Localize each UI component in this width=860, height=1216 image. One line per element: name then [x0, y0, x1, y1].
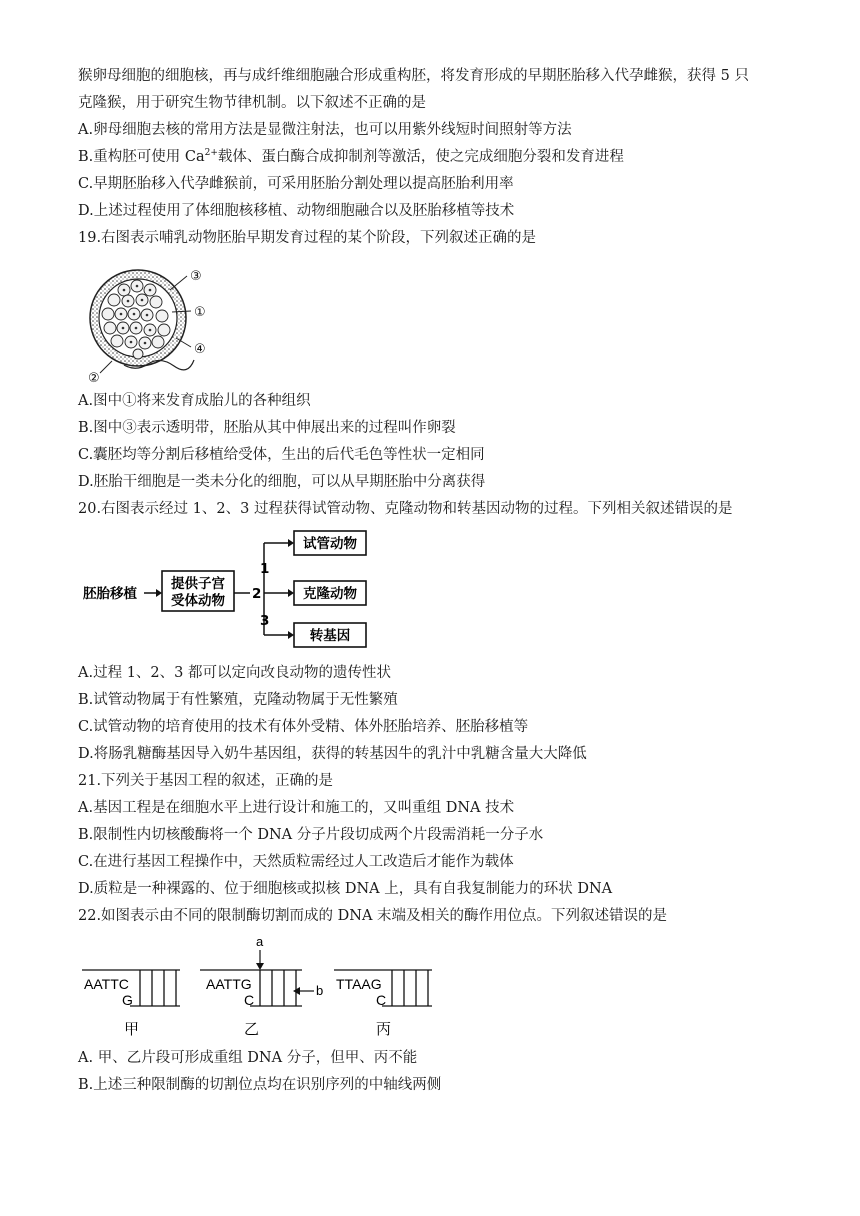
flow-num-2: 2 [252, 586, 262, 602]
fragment-yi-top: AATTG [206, 976, 252, 992]
blastocyst-figure [84, 260, 224, 390]
fragment-bing-bottom: C [376, 992, 387, 1008]
label-a: a [256, 936, 264, 949]
q20-option-d: D.将肠乳糖酶基因导入奶牛基因组，获得的转基因牛的乳汁中乳糖含量大大降低 [78, 746, 587, 762]
q20-option-c: C.试管动物的培育使用的技术有体外受精、体外胚胎培养、胚胎移植等 [78, 719, 529, 735]
q19-stem: 19.右图表示哺乳动物胚胎早期发育过程的某个阶段，下列叙述正确的是 [78, 230, 537, 246]
q19-option-a: A.图中①将来发育成胎儿的各种组织 [78, 393, 311, 409]
fig-label-2: ② [88, 371, 100, 386]
q21-option-d: D.质粒是一种裸露的、位于细胞核或拟核 DNA 上，具有自我复制能力的环状 DNA [78, 881, 613, 897]
fig-label-4: ④ [194, 342, 206, 357]
flow-diagram [78, 527, 388, 652]
fragment-jia-bottom: G [122, 992, 133, 1008]
flow-middle-line2: 受体动物 [171, 593, 225, 609]
q18-option-a: A.卵母细胞去核的常用方法是显微注射法，也可以用紫外线短时间照射等方法 [78, 122, 572, 138]
q19-option-c: C.囊胚均等分割后移植给受体，生出的后代毛色等性状一定相同 [78, 447, 485, 463]
fragment-yi-bottom: C [244, 992, 255, 1008]
q21-stem: 21.下列关于基因工程的叙述，正确的是 [78, 773, 334, 789]
q22-stem: 22.如图表示由不同的限制酶切割而成的 DNA 末端及相关的酶作用位点。下列叙述错误的是 [78, 908, 668, 924]
q20-option-a: A.过程 1、2、3 都可以定向改良动物的遗传性状 [78, 665, 391, 681]
q19-option-d: D.胚胎干细胞是一类未分化的细胞，可以从早期胚胎中分离获得 [78, 474, 486, 490]
q22-option-b: B.上述三种限制酶的切割位点均在识别序列的中轴线两侧 [78, 1077, 442, 1093]
flow-middle-line1: 提供子宫 [171, 576, 225, 592]
fragment-jia-top: AATTC [84, 976, 129, 992]
fragment-jia-name: 甲 [124, 1020, 140, 1038]
label-b: b [316, 983, 324, 998]
fragment-yi-name: 乙 [244, 1020, 260, 1038]
q18-option-b-post: 载体、蛋白酶合成抑制剂等激活，使之完成细胞分裂和发育进程 [217, 149, 624, 165]
q18-stem-line1: 猴卵母细胞的细胞核，再与成纤维细胞融合形成重构胚，将发育形成的早期胚胎移入代孕雌猴，获得 5 只 [78, 68, 749, 84]
flow-num-3: 3 [260, 613, 270, 629]
fig-label-3: ③ [190, 269, 202, 284]
q20-option-b: B.试管动物属于有性繁殖，克隆动物属于无性繁殖 [78, 692, 398, 708]
flow-num-1: 1 [260, 561, 270, 577]
q18-option-b-sup: 2+ [204, 148, 218, 159]
fragment-bing-name: 丙 [376, 1020, 392, 1038]
flow-out-1: 试管动物 [303, 536, 357, 552]
q18-option-b-pre: B.重构胚可使用 Ca [78, 149, 205, 165]
q22-option-a: A. 甲、乙片段可形成重组 DNA 分子，但甲、丙不能 [78, 1050, 418, 1066]
q18-option-d: D.上述过程使用了体细胞核移植、动物细胞融合以及胚胎移植等技术 [78, 203, 515, 219]
fragment-bing-top: TTAAG [336, 976, 382, 992]
flow-out-3: 转基因 [309, 628, 351, 644]
q18-option-b [78, 147, 624, 167]
dna-ends-figure [78, 936, 448, 1044]
fig-label-1: ① [194, 305, 206, 320]
q21-option-b: B.限制性内切核酸酶将一个 DNA 分子片段切成两个片段需消耗一分子水 [78, 827, 544, 843]
q21-option-c: C.在进行基因工程操作中，天然质粒需经过人工改造后才能作为载体 [78, 854, 514, 870]
flow-start-label: 胚胎移植 [83, 586, 137, 602]
fragment-bing [334, 970, 432, 1038]
fragment-jia [82, 970, 180, 1038]
q18-option-c: C.早期胚胎移入代孕雌猴前，可采用胚胎分割处理以提高胚胎利用率 [78, 176, 514, 192]
q19-option-b: B.图中③表示透明带，胚胎从其中伸展出来的过程叫作卵裂 [78, 420, 456, 436]
q21-option-a: A.基因工程是在细胞水平上进行设计和施工的，又叫重组 DNA 技术 [78, 800, 515, 816]
q20-stem: 20.右图表示经过 1、2、3 过程获得试管动物、克隆动物和转基因动物的过程。下列相关叙述错误的是 [78, 501, 733, 517]
flow-out-2: 克隆动物 [303, 586, 357, 602]
fragment-yi [200, 936, 323, 1038]
q18-stem-line2: 克隆猴，用于研究生物节律机制。以下叙述不正确的是 [78, 95, 426, 111]
